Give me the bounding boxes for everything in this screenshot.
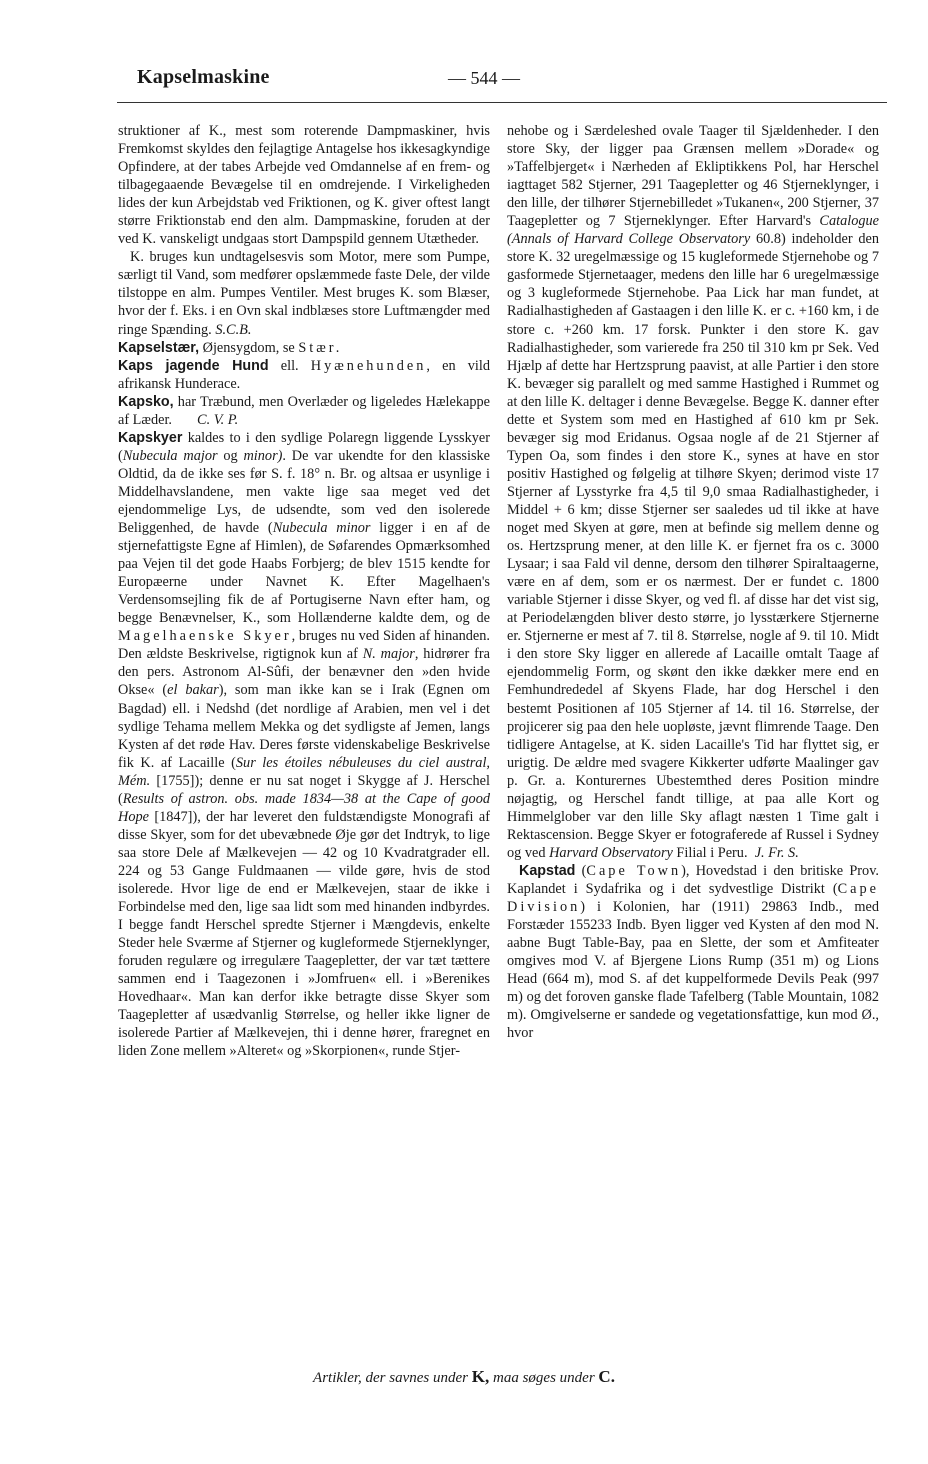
italic-title: Sur les étoiles nébuleuses du ciel austral, Mém. <box>118 754 491 789</box>
italic-term: N. major <box>362 646 415 663</box>
footer-text: maa søges under <box>489 1370 599 1386</box>
paragraph-text: struktioner af K., mest som roterende Dampmaskiner, hvis Fremkomst skyldes den fejlagtige Antagelse hos ikkesagkyndige Opfindere, at der tabes Arbejde ved Omdannelse af en frem- og tilbagegaaende Bevægelse til en omdrejende. I Virkeligheden lides der kun Arbejdstab ved Friktionen, og K. giver oftest langt større Friktionstab end den alm. Dampmaskine, foruden at der ved K. vanskeligt undgaas stort Dampspild gennem Utætheder. <box>118 123 490 248</box>
entry-headword: Kapselstær, <box>118 339 200 356</box>
entry-headword: Kaps jagende Hund <box>118 357 269 374</box>
entry-text: Øjensygdom, se <box>199 339 299 356</box>
entry-kapskyer <box>118 429 490 1061</box>
entry-text: . De var ukendte for den klassiske Oldtid, da de ikke ses før S. f. 18° n. Br. og altsaa er usynlige i Middelhavslandene, men vakte lige saa meget ved det ejendommelige Lys, de udsendte, som ved den isolerede Beliggenhed, de havde ( <box>118 447 491 537</box>
italic-term: Nubecula major <box>122 447 218 464</box>
entry-text: har Træbund, men Overlæder og ligeledes Hælekappe af Læder. <box>118 393 490 428</box>
page-number: — 544 — <box>448 68 520 88</box>
header-rule <box>117 102 887 103</box>
author-signature: J. Fr. S. <box>754 844 799 861</box>
spaced-term: Cape Division <box>507 880 879 916</box>
entry-text: ), som man ikke kan se i Irak (Egnen om Bagdad) ell. i Nedshd (det nordlige af Arabien, men vel i det sydlige Tehama mellem Mekka og det sydligste af Jemen, langs Kysten af det røde Hav. Deres første videnskabelige Beskrivelse fik K. af Lacaille ( <box>118 682 490 771</box>
spaced-term: Magelhaenske Skyer <box>118 628 292 645</box>
spaced-term: Cape Town <box>586 862 682 879</box>
entry-kapsko <box>118 393 490 429</box>
left-column <box>118 122 490 1060</box>
paragraph <box>118 122 490 248</box>
italic-term: minor) <box>243 447 283 464</box>
entry-text: , en vild afrikansk Hunderace. <box>118 357 490 392</box>
paragraph <box>118 248 490 338</box>
entry-headword: Kapsko, <box>118 393 174 410</box>
italic-title: Harvard Observatory <box>549 844 673 861</box>
entry-text: Filial i Peru. <box>672 844 748 861</box>
right-column <box>507 122 879 1042</box>
entry-headword: Kapskyer <box>118 429 183 446</box>
entry-text: ( <box>575 862 587 879</box>
footer-note <box>0 1367 928 1387</box>
entry-text: [1755]); denne er nu sat noget i Skygge af J. Herschel ( <box>118 772 490 807</box>
running-headword: Kapselmaskine <box>137 66 270 88</box>
author-signature: S.C.B. <box>215 321 252 338</box>
italic-term: Nubecula minor <box>272 520 371 537</box>
entry-text: ) i Kolonien, har (1911) 29863 Indb., med Forstæder 155233 Indb. Byen ligger ved Kysten af den mod N. aabne Bugt Table-Bay, paa en Slette, der som et Amfiteater omgives mod V. af Bjergene Lions Rump (351 m) og Lions Head (664 m), mod S. af det kuppelformede Devils Peak (997 m) og det foroven ganske flade Tafelberg (Table Mountain, 1082 m). Omgivelserne er sandede og vegetationsfattige, kun mod Ø., hvor <box>507 899 879 1042</box>
spaced-term: Hyænehunden <box>310 357 427 374</box>
entry-kapselstaer <box>118 339 490 357</box>
cross-reference: Stær. <box>298 339 343 356</box>
paragraph-text: K. bruges kun undtagelsesvis som Motor, mere som Pumpe, særligt til Vand, som medfører opslæmmede faste Dele, der vilde tilstoppe en alm. Pumpes Ventiler. Mest bruges K. som Blæser, hvor der f. Eks. i en Ovn skal indblæses store Luftmængder med ringe Spænding. <box>118 249 490 338</box>
entry-kapskyer-continued <box>507 122 879 862</box>
entry-text: [1847]), der har leveret den fuldstændigste Monografi af disse Skyer, som for det ubevæbnede Øje gør det Indtryk, to lige saa store Dele af Mælkevejen — 42 og 10 Kvadratgrader ell. 224 og 53 Gange Fuldmaanen — vilde gøre, hvis de stod isolerede. Hvor lige de end er Mælkevejen, staar de ikke i Forbindelse med den, lige saa lidt som med hinanden indbyrdes. I begge fandt Herschel spredte Stjerner i Mængdevis, enkelte Steder hele Sværme af Stjerner og kugleformede Stjerneklynger, foruden regulære og irregulære Taagepletter, der var tæt tættere sammen end i Taagezonen i »Jomfruen« ell. i »Berenikes Hovedhaar«. Man kan derfor ikke betragte disse Skyer som Taagepletter af usædvanlig Størrelse, og heller ikke ligner de isolerede Partier af Mælkevejen, thi i denne hører, fraregnet en liden Zone mellem »Alteret« og »Skorpionen«, runde Stjer- <box>118 808 490 1060</box>
entry-text: kaldes to i den sydlige Polaregn liggende Lysskyer ( <box>118 429 490 464</box>
italic-term: el bakar <box>167 682 219 699</box>
footer-letter: K, <box>471 1367 490 1386</box>
entry-kapstad <box>507 862 879 1042</box>
footer-letter: C. <box>598 1367 615 1386</box>
entry-text: , bruges nu ved Siden af hinanden. Den ældste Beskrivelse, rigtignok kun af <box>118 628 490 663</box>
italic-title: Results of astron. obs. made 1834—38 at the Cape of good Hope <box>118 790 490 825</box>
entry-text: ), Hovedstad i den britiske Prov. Kaplandet i Sydafrika og i det sydvestlige Distrikt ( <box>507 862 879 897</box>
entry-text: nehobe og i Særdeleshed ovale Taager til Sjældenheder. I den store Sky, der ligger paa Grænsen mellem »Dorade« og »Taffelbjerget« i Nærheden af Ekliptikkens Pol, har Herschel iagttaget 582 Stjerner, 291 Taagepletter og 46 Stjerneklynger, i den lille, der tilhører Stjernebilledet »Tukanen«, 200 Stjerner, 37 Taagepletter og 7 Stjerneklynger. Efter Harvard's <box>507 123 879 230</box>
entry-text: og <box>217 447 244 464</box>
author-signature: C. V. P. <box>197 411 239 428</box>
entry-text: ligger i en af de stjernefattigste Egne af Himlen), de Søfarendes Opmærksomhed paa Vejen til det gode Haabs Forbjerg; de blev 1515 kendte for Europæerne under Navnet K. Efter Magelhaen's Verdensomsejling fik de af Portugiserne Navn efter ham, og begge Benævnelser, K., som Hollænderne kaldte dem, og de <box>118 520 490 627</box>
entry-text: 60.8) indeholder den store K. 32 uregelmæssige og 15 kugleformede Stjernehobe og 7 gasformede Stjernetaager, medens den lille har 6 uregelmæssige og 3 kugleformede Stjernehobe. Paa Lick har man fundet, at Radialhastigheden af Gastaagen i den lille K. er c. +160 km, i de store c. +260 km. 17 forsk. Punkter i den store K. gav Radialhastigheder, som varierede fra 250 til 310 km pr Sek. Ved Hjælp af dette har Hertzsprung paavist, at alle Partier i den store K. bevæger sig parallelt og med samme Hastighed i Rummet og at den lille K. deltager i denne Bevægelse. Begge K. danner efter dette et System som med en Hastighed af 610 km pr Sek. bevæger sig mod Eridanus. Ogsaa nogle af de 21 Stjerner af Typen Oa, som findes i den store K., synes at have en stor positiv Hastighed og følgelig at tilhøre Skyen; derimod viste 17 Stjerner af Lysstyrke fra 4,5 til 9,0 smaa Radialhastigheder, i Middel + 6 km; disse Stjerner ser saaledes ud til ikke at have noget med Skyen at gøre, men at befinde sig mellem denne og os. Hertzsprung mener, at den lille K. er fjernet fra os c. 3000 Lysaar; i saa Fald vil denne, dersom den tilhører Spiraltaagerne, være en af dem, som er os nærmest. Der er fundet c. 1800 variable Stjerner i disse Skyer, og ved fl. af disse har det vist sig, at Periodelængden bliver desto større, jo lysstærkere Stjernerne er. Stjernerne er mest af 7. til 8. Størrelse, nogle af 9. til 10. Midt i den store Sky ligger en allerede af Lacaille omtalt Taage af ejendommelig Form, og skønt den ikke dækker mere end en Femhundrededel af Skyens Flade, har dog Herschel i den bestemt Positionen af 105 Stjerner af 14. til 16. Størrelse, der projicerer sig paa den hele uopløste, jævnt flimrende Taage. Den tidligere Antagelse, at K. siden Lacaille's Tid har flyttet sig, er urigtig. De ældre med svagere Kikkerter udførte Maalinger gav p. Gr. a. Konturernes Ubestemthed deres Position mindre nøjagtig, og Herschel fandt tillige, at paa alle Kort og Himmelglober var den lille Sky aflagt næsten 1 Time galt i Rektascension. Begge Skyer er fotograferede af Russel i Sydney og ved <box>507 231 879 861</box>
footer-text: Artikler, der savnes under <box>313 1370 472 1386</box>
entry-kaps-jagende-hund <box>118 357 490 393</box>
entry-text: ell. <box>268 357 311 374</box>
entry-headword: Kapstad <box>519 862 576 879</box>
italic-title: Catalogue (Annals of Harvard College Observatory <box>507 213 879 248</box>
entry-text: , hidrører fra den pers. Astronom Al-Sûfi, der benævner den »den hvide Okse« ( <box>118 646 490 699</box>
